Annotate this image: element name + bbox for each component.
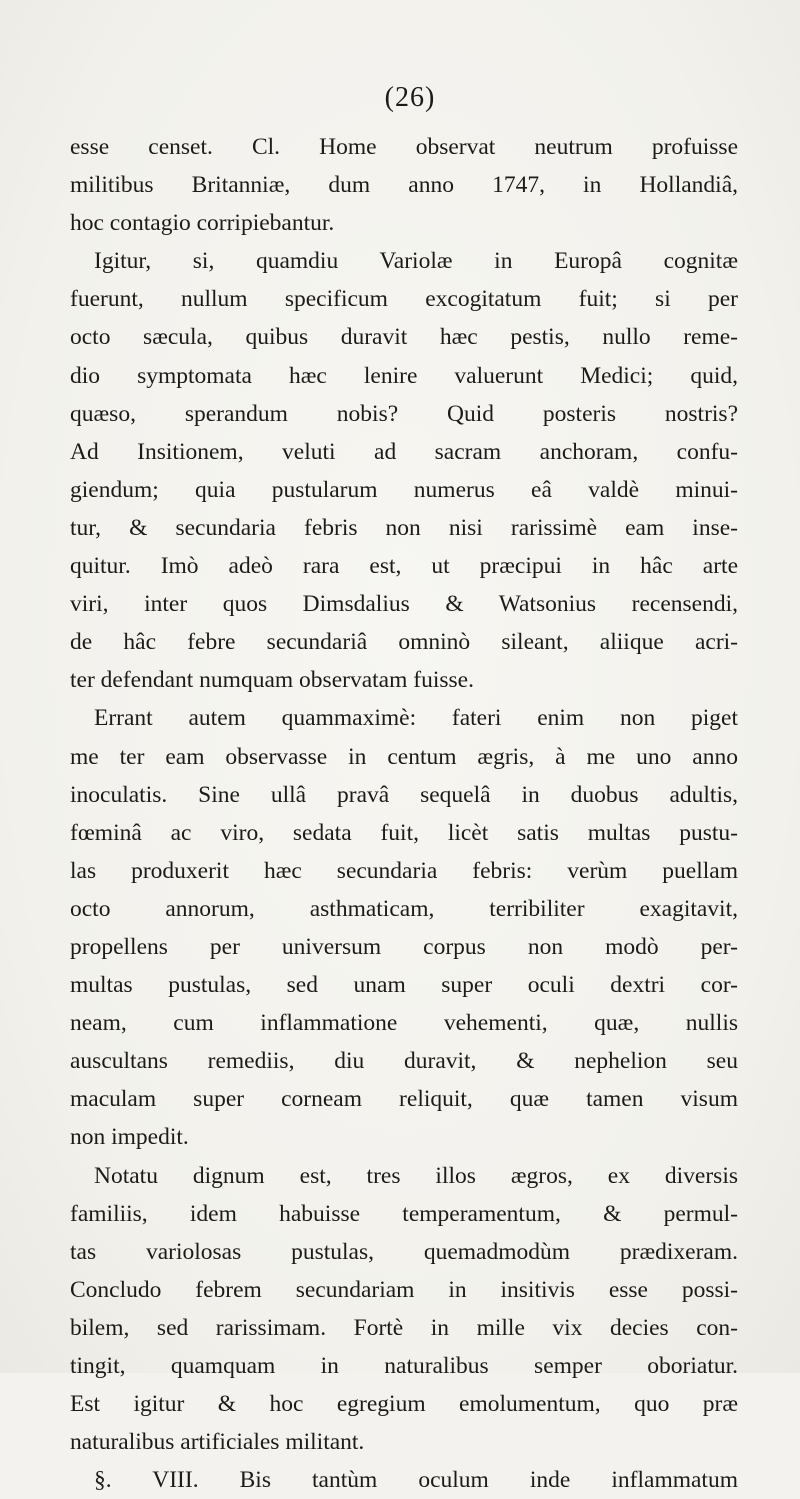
section-heading-line: §. VIII. Bis tantùm oculum inde inflammatum — [94, 1467, 738, 1494]
text-line-27: non impedit. — [70, 1124, 189, 1151]
text-line-15: ter defendant numquam observatam fuisse. — [70, 667, 474, 694]
text-line-32: bilem, sed rarissimam. Fortè in mille vix decies con- — [70, 1314, 738, 1341]
text-line-17: me ter eam observasse in centum ægris, à me uno anno — [70, 743, 738, 770]
body-text — [70, 128, 738, 1499]
text-line-14: de hâc febre secundariâ omninò sileant, aliique acri- — [70, 629, 738, 656]
text-line-12: quitur. Imò adeò rara est, ut præcipui in hâc arte — [70, 553, 738, 580]
text-line-21: octo annorum, asthmaticam, terribiliter exagitavit, — [70, 895, 738, 922]
text-line-26: maculam super corneam reliquit, quæ tamen visum — [70, 1086, 738, 1113]
text-line-25: auscultans remediis, diu duravit, & nephelion seu — [70, 1048, 738, 1075]
page-number: (26) — [384, 82, 436, 113]
text-line-4: Igitur, si, quamdiu Variolæ in Europâ cognitæ — [94, 248, 738, 275]
text-line-22: propellens per universum corpus non modò per- — [70, 933, 738, 960]
text-line-8: quæso, sperandum nobis? Quid posteris nostris? — [70, 400, 738, 427]
text-line-19: fœminâ ac viro, sedata fuit, licèt satis multas pustu- — [70, 819, 738, 846]
text-line-1: esse censet. Cl. Home observat neutrum profuisse — [70, 134, 738, 160]
text-line-29: familiis, idem habuisse temperamentum, & permul- — [70, 1200, 738, 1227]
text-line-33: tingit, quamquam in naturalibus semper oboriatur. — [70, 1353, 738, 1379]
text-line-6: octo sæcula, quibus duravit hæc pestis, nullo reme- — [70, 324, 738, 351]
text-line-3: hoc contagio corripiebantur. — [70, 210, 335, 237]
text-line-28: Notatu dignum est, tres illos ægros, ex diversis — [94, 1162, 738, 1189]
text-line-16: Errant autem quammaximè: fateri enim non piget — [94, 705, 738, 732]
text-line-7: dio symptomata hæc lenire valuerunt Medici; quid, — [70, 362, 738, 389]
text-line-5: fuerunt, nullum specificum excogitatum fuit; si per — [70, 286, 738, 313]
text-line-35: naturalibus artificiales militant. — [70, 1429, 365, 1456]
text-line-34: Est igitur & hoc egregium emolumentum, quo præ — [70, 1391, 738, 1418]
text-line-18: inoculatis. Sine ullâ pravâ sequelâ in duobus adultis, — [70, 781, 738, 808]
text-line-13: viri, inter quos Dimsdalius & Watsonius recensendi, — [70, 591, 738, 618]
text-line-10: giendum; quia pustularum numerus eâ valdè minui- — [70, 476, 738, 503]
text-line-23: multas pustulas, sed unam super oculi dextri cor- — [70, 972, 738, 999]
text-line-24: neam, cum inflammatione vehementi, quæ, nullis — [70, 1010, 738, 1037]
text-line-20: las produxerit hæc secundaria febris: verùm puellam — [70, 857, 738, 884]
text-line-2: militibus Britanniæ, dum anno 1747, in Hollandiâ, — [70, 172, 738, 199]
text-line-9: Ad Insitionem, veluti ad sacram anchoram, confu- — [70, 438, 738, 465]
text-line-30: tas variolosas pustulas, quemadmodùm prædixeram. — [70, 1238, 738, 1265]
text-line-31: Concludo febrem secundariam in insitivis esse possi- — [70, 1276, 738, 1303]
text-line-11: tur, & secundaria febris non nisi rarissimè eam inse- — [70, 514, 738, 541]
